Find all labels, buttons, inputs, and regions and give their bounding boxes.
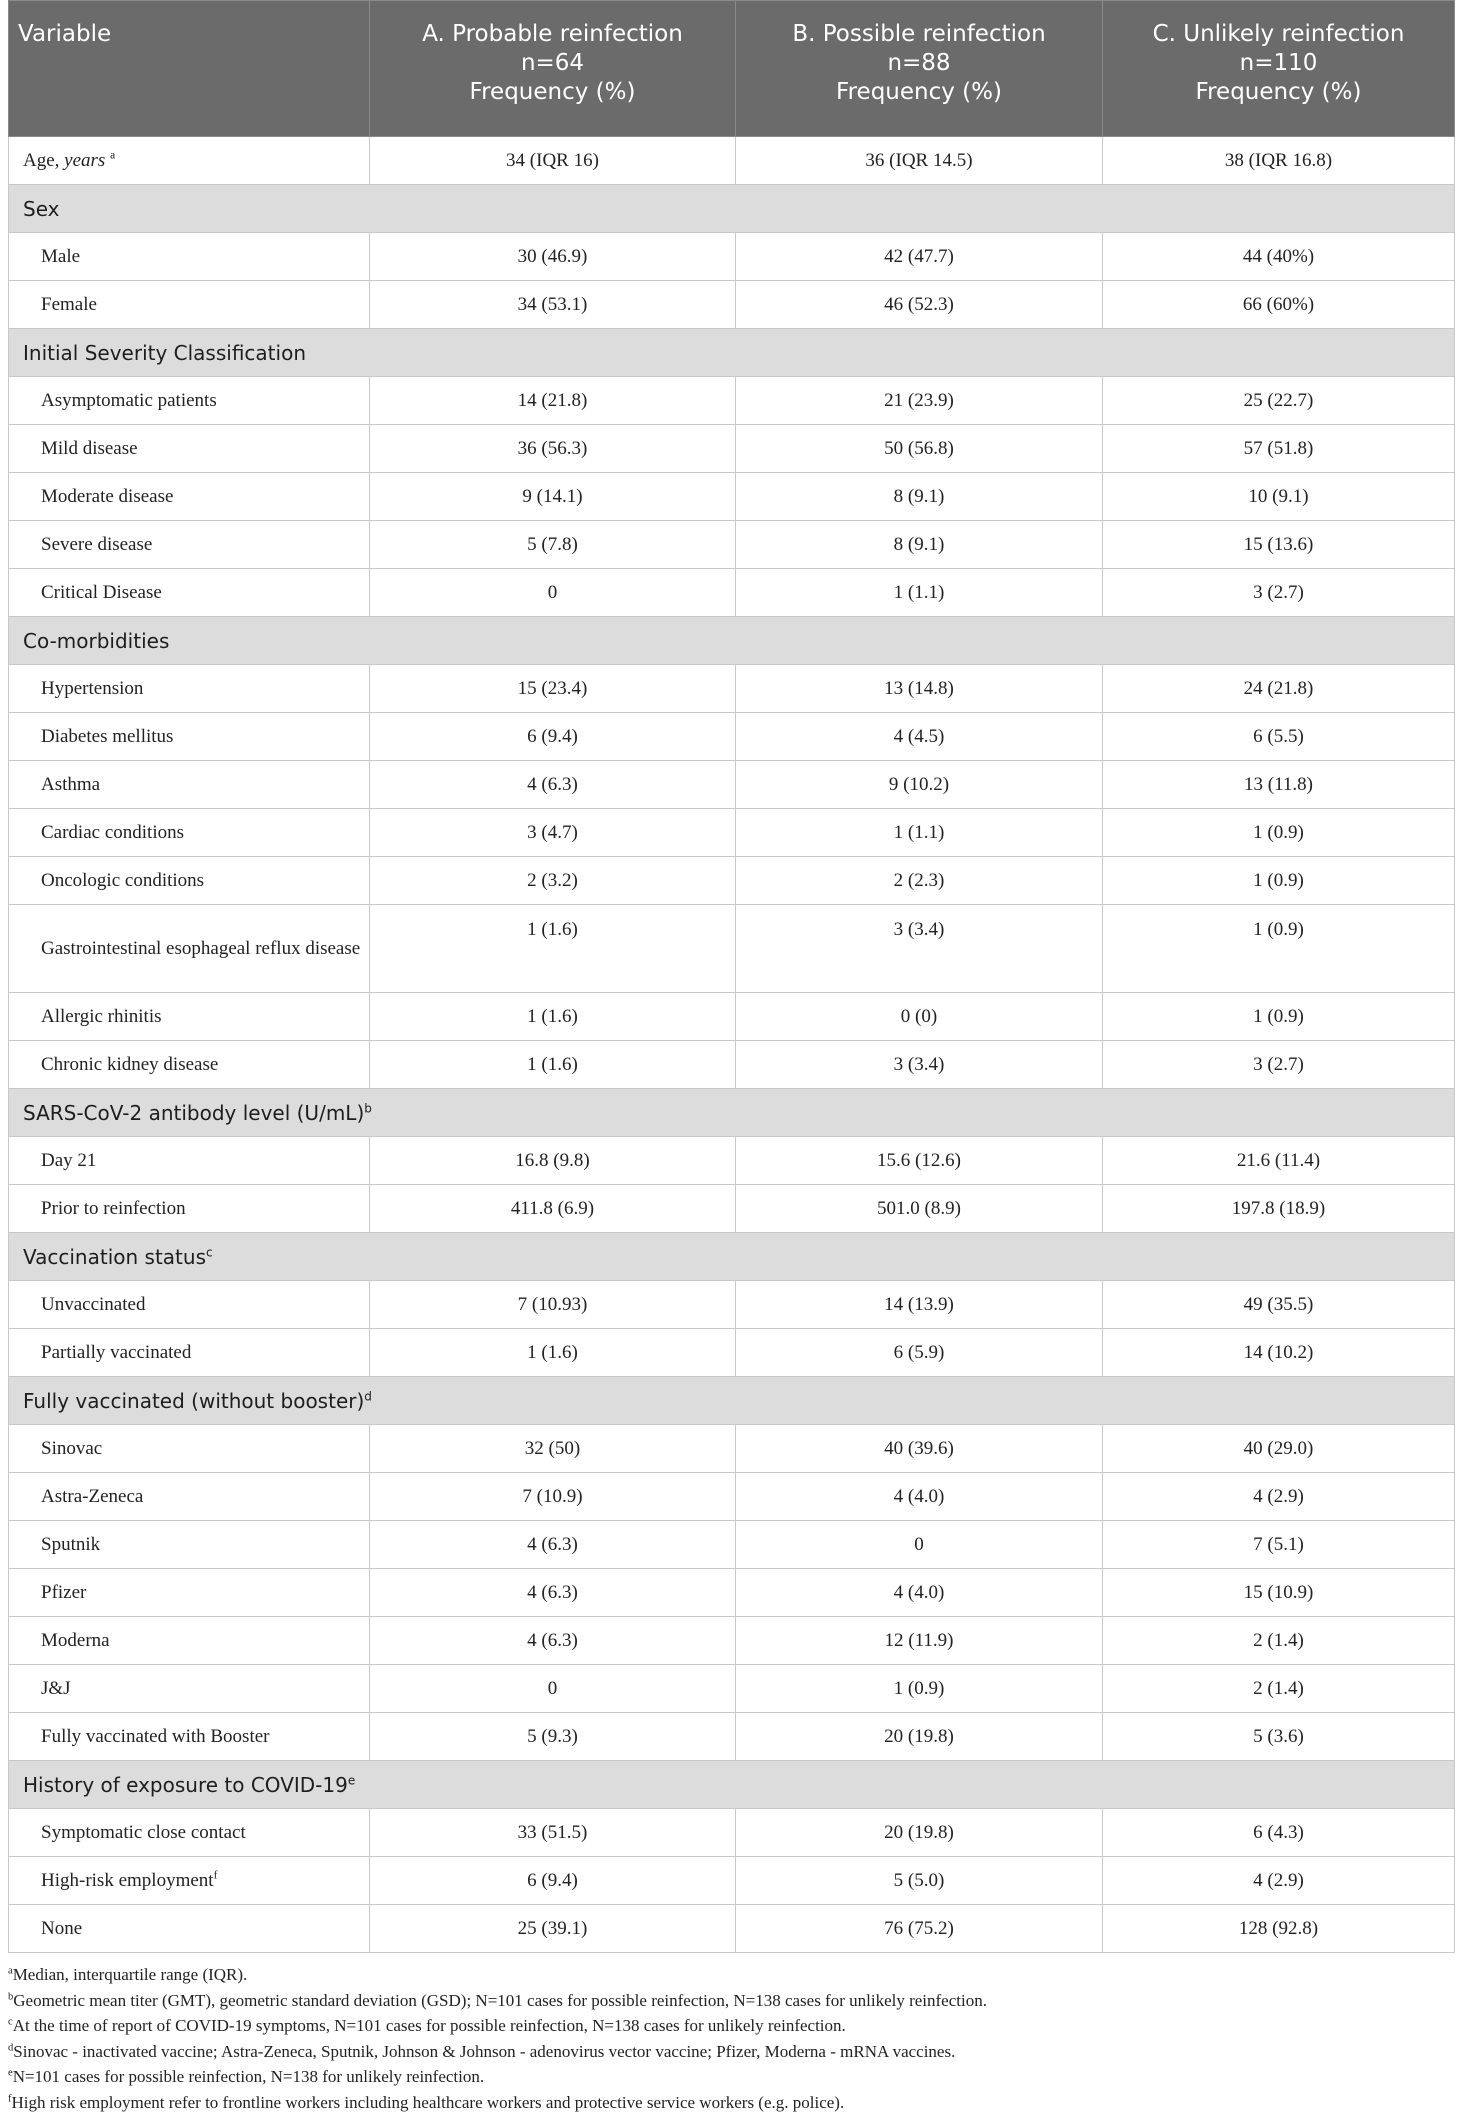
footnote-text: Geometric mean titer (GMT), geometric standard deviation (GSD); N=101 cases for possible reinfection, N=138 cases for unlikely reinfection. — [13, 1991, 987, 2010]
row-label-cell — [9, 1281, 370, 1329]
row-value-c: 1 (0.9) — [1103, 857, 1455, 905]
table-row — [9, 1713, 1455, 1761]
row-value-c: 13 (11.8) — [1103, 761, 1455, 809]
row-label: Gastrointestinal esophageal reflux disease — [41, 938, 360, 959]
row-value-c: 14 (10.2) — [1103, 1329, 1455, 1377]
row-value-b: 5 (5.0) — [736, 1857, 1103, 1905]
table-body — [9, 137, 1455, 1953]
table-row — [9, 1665, 1455, 1713]
row-value-c: 21.6 (11.4) — [1103, 1137, 1455, 1185]
table-row — [9, 1281, 1455, 1329]
row-label: Day 21 — [41, 1150, 96, 1171]
row-value-b: 0 — [736, 1521, 1103, 1569]
row-value-a: 6 (9.4) — [370, 1857, 736, 1905]
footnote-mark: b — [8, 1991, 13, 2002]
group-a-unit: Frequency (%) — [370, 78, 735, 107]
section-header-row — [9, 329, 1455, 377]
row-value-a: 0 — [370, 569, 736, 617]
section-title-cell — [9, 1761, 1455, 1809]
row-value-a: 4 (6.3) — [370, 1617, 736, 1665]
table-row — [9, 281, 1455, 329]
row-label-cell — [9, 281, 370, 329]
footnote — [8, 2090, 1454, 2115]
row-value-a: 1 (1.6) — [370, 905, 736, 993]
header-row — [9, 1, 1455, 137]
row-value-c: 4 (2.9) — [1103, 1473, 1455, 1521]
section-title-cell — [9, 329, 1455, 377]
table-row — [9, 1905, 1455, 1953]
footnote-text: Median, interquartile range (IQR). — [13, 1965, 248, 1984]
footnote — [8, 2039, 1454, 2065]
section-title-sup: b — [364, 1101, 372, 1115]
row-label-cell — [9, 665, 370, 713]
row-value-c: 15 (13.6) — [1103, 521, 1455, 569]
table-row — [9, 1521, 1455, 1569]
row-value-a: 7 (10.9) — [370, 1473, 736, 1521]
group-b-name: B. Possible reinfection — [736, 20, 1102, 49]
row-value-b: 20 (19.8) — [736, 1809, 1103, 1857]
row-value-c: 2 (1.4) — [1103, 1617, 1455, 1665]
section-title-cell — [9, 185, 1455, 233]
row-label: Sinovac — [41, 1438, 102, 1459]
row-value-a: 4 (6.3) — [370, 1521, 736, 1569]
section-title-cell — [9, 1233, 1455, 1281]
table-row — [9, 1809, 1455, 1857]
row-label-age — [9, 137, 370, 185]
row-label-cell — [9, 1425, 370, 1473]
row-label: Partially vaccinated — [41, 1342, 191, 1363]
row-value-a: 411.8 (6.9) — [370, 1185, 736, 1233]
row-value-c: 57 (51.8) — [1103, 425, 1455, 473]
group-a-n: n=64 — [370, 49, 735, 78]
row-value-c: 3 (2.7) — [1103, 569, 1455, 617]
header-group-b — [736, 1, 1103, 137]
section-title: History of exposure to COVID-19 — [23, 1773, 348, 1797]
reinfection-table-figure — [8, 0, 1454, 2115]
row-value-b: 8 (9.1) — [736, 473, 1103, 521]
row-value-c: 66 (60%) — [1103, 281, 1455, 329]
row-value-a: 5 (7.8) — [370, 521, 736, 569]
table-row — [9, 1041, 1455, 1089]
row-label-cell — [9, 1617, 370, 1665]
row-label-cell — [9, 1713, 370, 1761]
section-title: Initial Severity Classification — [23, 341, 306, 365]
row-value-c: 6 (4.3) — [1103, 1809, 1455, 1857]
table-row — [9, 809, 1455, 857]
table-row — [9, 857, 1455, 905]
row-value-b: 9 (10.2) — [736, 761, 1103, 809]
row-value-c: 7 (5.1) — [1103, 1521, 1455, 1569]
row-value-a: 34 (53.1) — [370, 281, 736, 329]
row-value-a: 32 (50) — [370, 1425, 736, 1473]
footnote — [8, 1988, 1454, 2014]
row-value-c: 128 (92.8) — [1103, 1905, 1455, 1953]
table-row — [9, 1329, 1455, 1377]
row-label-cell — [9, 761, 370, 809]
row-label-cell — [9, 713, 370, 761]
row-label: Moderna — [41, 1630, 110, 1651]
group-b-unit: Frequency (%) — [736, 78, 1102, 107]
row-value-b: 8 (9.1) — [736, 521, 1103, 569]
row-label-cell — [9, 993, 370, 1041]
age-value-a: 34 (IQR 16) — [370, 137, 736, 185]
table-row-age — [9, 137, 1455, 185]
age-label-unit: years — [64, 150, 105, 171]
row-value-a: 5 (9.3) — [370, 1713, 736, 1761]
row-label-cell — [9, 809, 370, 857]
row-value-b: 12 (11.9) — [736, 1617, 1103, 1665]
row-label: Sputnik — [41, 1534, 100, 1555]
footnote — [8, 2064, 1454, 2090]
row-value-a: 33 (51.5) — [370, 1809, 736, 1857]
row-label: Female — [41, 294, 97, 315]
section-title-cell — [9, 617, 1455, 665]
row-value-b: 501.0 (8.9) — [736, 1185, 1103, 1233]
row-label: Moderate disease — [41, 486, 173, 507]
row-value-b: 14 (13.9) — [736, 1281, 1103, 1329]
row-label: Diabetes mellitus — [41, 726, 173, 747]
row-value-c: 3 (2.7) — [1103, 1041, 1455, 1089]
row-label: Fully vaccinated with Booster — [41, 1726, 269, 1747]
row-value-a: 1 (1.6) — [370, 993, 736, 1041]
row-label-sup: f — [214, 1869, 218, 1881]
row-label: J&J — [41, 1678, 71, 1699]
section-title: Co-morbidities — [23, 629, 169, 653]
row-value-c: 40 (29.0) — [1103, 1425, 1455, 1473]
row-value-a: 1 (1.6) — [370, 1329, 736, 1377]
row-value-c: 25 (22.7) — [1103, 377, 1455, 425]
footnote — [8, 2013, 1454, 2039]
footnote — [8, 1962, 1454, 1988]
section-header-row — [9, 185, 1455, 233]
row-label: None — [41, 1918, 82, 1939]
row-value-b: 1 (1.1) — [736, 569, 1103, 617]
characteristics-table — [8, 0, 1455, 1953]
row-value-a: 0 — [370, 1665, 736, 1713]
age-label-sup: a — [110, 149, 115, 161]
row-label-cell — [9, 473, 370, 521]
table-row — [9, 569, 1455, 617]
row-value-b: 6 (5.9) — [736, 1329, 1103, 1377]
row-label-cell — [9, 905, 370, 993]
age-value-b: 36 (IQR 14.5) — [736, 137, 1103, 185]
row-value-c: 4 (2.9) — [1103, 1857, 1455, 1905]
row-value-b: 40 (39.6) — [736, 1425, 1103, 1473]
row-label-cell — [9, 1185, 370, 1233]
table-row — [9, 233, 1455, 281]
row-label: Astra-Zeneca — [41, 1486, 143, 1507]
footnote-text: High risk employment refer to frontline workers including healthcare workers and protective service workers (e.g. police). — [12, 2093, 845, 2112]
row-label-cell — [9, 1041, 370, 1089]
row-label: Asymptomatic patients — [41, 390, 217, 411]
age-value-c: 38 (IQR 16.8) — [1103, 137, 1455, 185]
row-label: Symptomatic close contact — [41, 1822, 246, 1843]
row-label-cell — [9, 1569, 370, 1617]
section-title: Vaccination status — [23, 1245, 206, 1269]
section-header-row — [9, 1233, 1455, 1281]
row-label-cell — [9, 1665, 370, 1713]
row-label-cell — [9, 377, 370, 425]
footnote-mark: a — [8, 1965, 13, 1976]
row-value-c: 15 (10.9) — [1103, 1569, 1455, 1617]
row-value-b: 15.6 (12.6) — [736, 1137, 1103, 1185]
row-value-b: 4 (4.5) — [736, 713, 1103, 761]
table-header — [9, 1, 1455, 137]
row-value-a: 3 (4.7) — [370, 809, 736, 857]
row-value-b: 1 (0.9) — [736, 1665, 1103, 1713]
table-row — [9, 665, 1455, 713]
group-c-name: C. Unlikely reinfection — [1103, 20, 1454, 49]
row-value-b: 1 (1.1) — [736, 809, 1103, 857]
row-value-b: 4 (4.0) — [736, 1569, 1103, 1617]
row-value-c: 1 (0.9) — [1103, 993, 1455, 1041]
row-label-cell — [9, 1809, 370, 1857]
row-label: Critical Disease — [41, 582, 162, 603]
table-row — [9, 993, 1455, 1041]
table-row — [9, 473, 1455, 521]
row-value-a: 25 (39.1) — [370, 1905, 736, 1953]
row-label: Severe disease — [41, 534, 152, 555]
table-row — [9, 761, 1455, 809]
table-row — [9, 1617, 1455, 1665]
row-value-b: 42 (47.7) — [736, 233, 1103, 281]
footnotes — [8, 1962, 1454, 2115]
footnote-text: N=101 cases for possible reinfection, N=138 for unlikely reinfection. — [13, 2067, 484, 2086]
row-label: Chronic kidney disease — [41, 1054, 218, 1075]
row-value-c: 10 (9.1) — [1103, 473, 1455, 521]
table-row — [9, 1569, 1455, 1617]
section-title: Fully vaccinated (without booster) — [23, 1389, 364, 1413]
row-label: Prior to reinfection — [41, 1198, 186, 1219]
row-label-cell — [9, 1137, 370, 1185]
header-group-c — [1103, 1, 1455, 137]
table-row — [9, 521, 1455, 569]
row-value-b: 50 (56.8) — [736, 425, 1103, 473]
row-value-b: 76 (75.2) — [736, 1905, 1103, 1953]
row-value-b: 2 (2.3) — [736, 857, 1103, 905]
row-label: Asthma — [41, 774, 100, 795]
row-value-a: 36 (56.3) — [370, 425, 736, 473]
row-label-cell — [9, 1521, 370, 1569]
row-label: Male — [41, 246, 80, 267]
row-label-cell — [9, 1473, 370, 1521]
group-b-n: n=88 — [736, 49, 1102, 78]
row-value-c: 5 (3.6) — [1103, 1713, 1455, 1761]
section-title-sup: e — [348, 1773, 355, 1787]
section-title: SARS-CoV-2 antibody level (U/mL) — [23, 1101, 364, 1125]
row-value-a: 30 (46.9) — [370, 233, 736, 281]
section-title-sup: c — [206, 1245, 213, 1259]
row-label: Pfizer — [41, 1582, 86, 1603]
section-title: Sex — [23, 197, 59, 221]
row-value-a: 9 (14.1) — [370, 473, 736, 521]
row-label-cell — [9, 1905, 370, 1953]
row-value-a: 7 (10.93) — [370, 1281, 736, 1329]
header-group-a — [370, 1, 736, 137]
row-value-b: 4 (4.0) — [736, 1473, 1103, 1521]
table-row — [9, 1857, 1455, 1905]
age-label: Age, — [23, 150, 64, 171]
section-title-cell — [9, 1377, 1455, 1425]
table-row — [9, 425, 1455, 473]
row-value-c: 24 (21.8) — [1103, 665, 1455, 713]
row-label-cell — [9, 1857, 370, 1905]
header-variable: Variable — [9, 1, 370, 137]
row-value-a: 4 (6.3) — [370, 1569, 736, 1617]
row-value-c: 1 (0.9) — [1103, 809, 1455, 857]
row-label-cell — [9, 1329, 370, 1377]
row-label: Unvaccinated — [41, 1294, 145, 1315]
row-value-c: 197.8 (18.9) — [1103, 1185, 1455, 1233]
section-title-cell — [9, 1089, 1455, 1137]
row-value-c: 1 (0.9) — [1103, 905, 1455, 993]
section-header-row — [9, 1089, 1455, 1137]
row-value-b: 13 (14.8) — [736, 665, 1103, 713]
group-a-name: A. Probable reinfection — [370, 20, 735, 49]
row-label-cell — [9, 233, 370, 281]
table-row — [9, 1425, 1455, 1473]
footnote-text: Sinovac - inactivated vaccine; Astra-Zeneca, Sputnik, Johnson & Johnson - adenovirus vector vaccine; Pfizer, Moderna - mRNA vaccines. — [13, 2042, 955, 2061]
footnote-mark: e — [8, 2067, 13, 2078]
row-value-a: 14 (21.8) — [370, 377, 736, 425]
row-label: Mild disease — [41, 438, 138, 459]
row-value-c: 49 (35.5) — [1103, 1281, 1455, 1329]
row-label-cell — [9, 857, 370, 905]
row-value-b: 20 (19.8) — [736, 1713, 1103, 1761]
section-header-row — [9, 617, 1455, 665]
row-label: Cardiac conditions — [41, 822, 184, 843]
row-value-a: 4 (6.3) — [370, 761, 736, 809]
row-value-c: 44 (40%) — [1103, 233, 1455, 281]
row-label: High-risk employment — [41, 1870, 214, 1891]
table-row — [9, 1185, 1455, 1233]
row-value-a: 16.8 (9.8) — [370, 1137, 736, 1185]
footnote-mark: f — [8, 2093, 12, 2104]
table-row — [9, 1473, 1455, 1521]
footnote-mark: c — [8, 2016, 13, 2027]
row-label: Oncologic conditions — [41, 870, 204, 891]
row-value-c: 2 (1.4) — [1103, 1665, 1455, 1713]
row-label-cell — [9, 425, 370, 473]
row-value-b: 21 (23.9) — [736, 377, 1103, 425]
row-value-a: 15 (23.4) — [370, 665, 736, 713]
section-header-row — [9, 1761, 1455, 1809]
group-c-unit: Frequency (%) — [1103, 78, 1454, 107]
table-row — [9, 1137, 1455, 1185]
row-value-b: 0 (0) — [736, 993, 1103, 1041]
section-title-sup: d — [364, 1389, 372, 1403]
row-value-b: 46 (52.3) — [736, 281, 1103, 329]
row-label: Allergic rhinitis — [41, 1006, 162, 1027]
group-c-n: n=110 — [1103, 49, 1454, 78]
row-value-b: 3 (3.4) — [736, 1041, 1103, 1089]
section-header-row — [9, 1377, 1455, 1425]
footnote-text: At the time of report of COVID-19 symptoms, N=101 cases for possible reinfection, N=138 cases for unlikely reinfection. — [13, 2016, 846, 2035]
table-row — [9, 377, 1455, 425]
row-value-a: 2 (3.2) — [370, 857, 736, 905]
row-label: Hypertension — [41, 678, 143, 699]
footnote-mark: d — [8, 2042, 13, 2053]
table-row — [9, 905, 1455, 993]
row-value-a: 1 (1.6) — [370, 1041, 736, 1089]
row-label-cell — [9, 569, 370, 617]
row-value-c: 6 (5.5) — [1103, 713, 1455, 761]
row-value-b: 3 (3.4) — [736, 905, 1103, 993]
row-label-cell — [9, 521, 370, 569]
row-value-a: 6 (9.4) — [370, 713, 736, 761]
table-row — [9, 713, 1455, 761]
